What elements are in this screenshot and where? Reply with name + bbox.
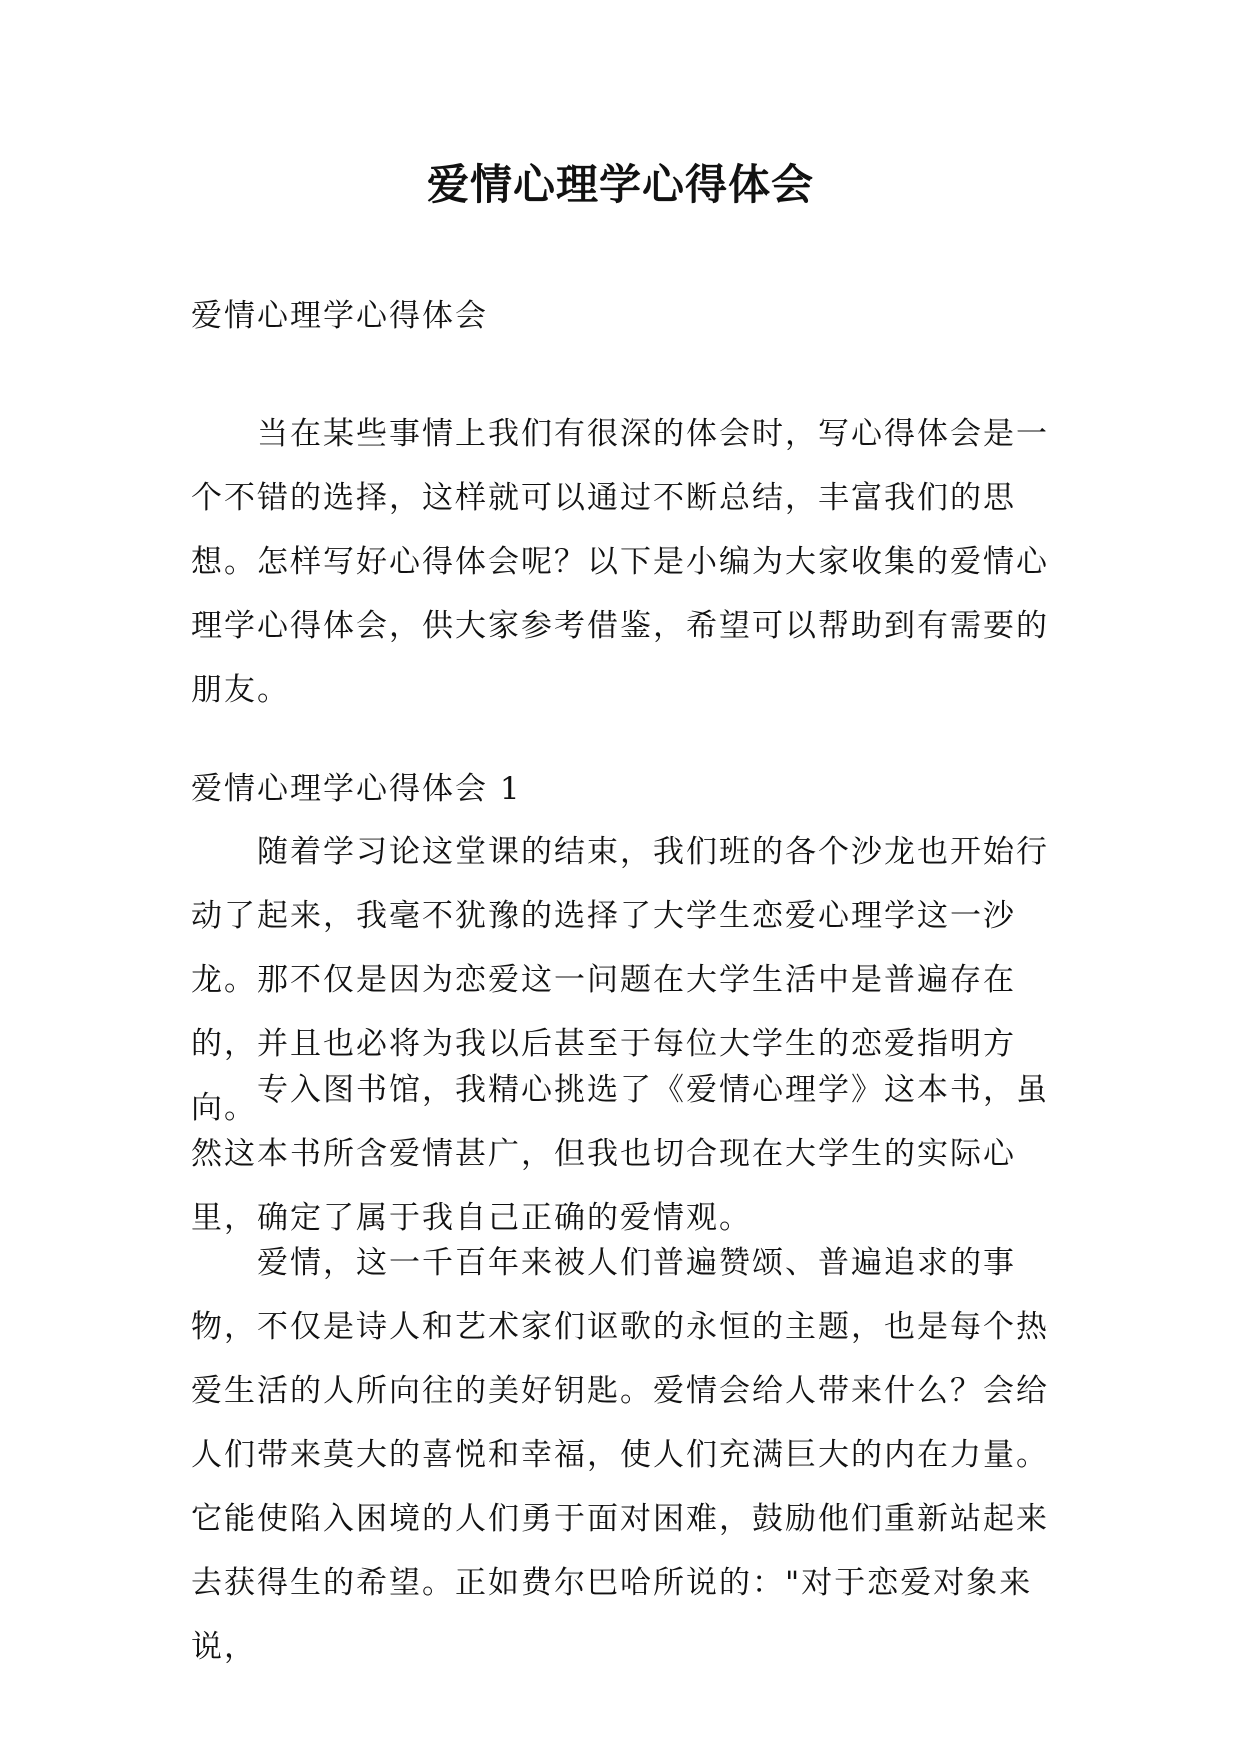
body-paragraph: 专入图书馆，我精心挑选了《爱情心理学》这本书，虽然这本书所含爱情甚广，但我也切合现在大学生的实际心里，确定了属于我自己正确的爱情观。 xyxy=(191,1072,1049,1236)
document-title: 爱情心理学心得体会 xyxy=(426,160,814,209)
body-paragraph: 爱情，这一千百年来被人们普遍赞颂、普遍追求的事物，不仅是诗人和艺术家们讴歌的永恒的主题，也是每个热爱生活的人所向往的美好钥匙。爱情会给人带来什么？会给人们带来莫大的喜悦和幸福，使人们充满巨大的内在力量。它能使陷入困境的人们勇于面对困难，鼓励他们重新站起来去获得生的希望。正如费尔巴哈所说的："对于恋爱对象来说， xyxy=(191,1245,1049,1665)
body-paragraph: 随着学习论这堂课的结束，我们班的各个沙龙也开始行动了起来，我毫不犹豫的选择了大学生恋爱心理学这一沙龙。那不仅是因为恋爱这一问题在大学生活中是普遍存在的，并且也必将为我以后甚至于每位大学生的恋爱指明方向。 xyxy=(191,834,1049,1126)
section-heading: 爱情心理学心得体会 1 xyxy=(191,771,522,807)
subtitle-heading: 爱情心理学心得体会 xyxy=(191,298,488,334)
intro-paragraph: 当在某些事情上我们有很深的体会时，写心得体会是一个不错的选择，这样就可以通过不断总结，丰富我们的思想。怎样写好心得体会呢？以下是小编为大家收集的爱情心理学心得体会，供大家参考借鉴，希望可以帮助到有需要的朋友。 xyxy=(191,416,1049,708)
